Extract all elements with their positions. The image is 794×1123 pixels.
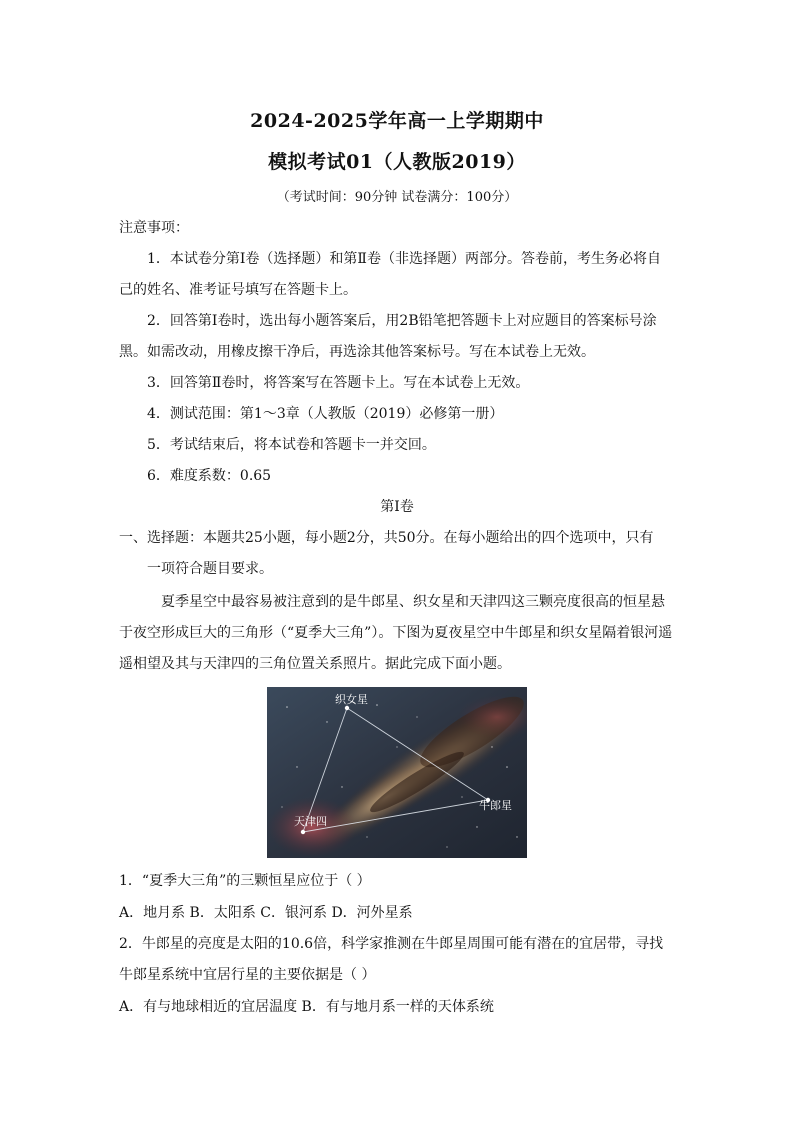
question-1-options: A．地月系 B．太阳系 C．银河系 D．河外星系 — [119, 905, 413, 921]
exam-subtitle: （考试时间：90分钟 试卷满分：100分） — [276, 190, 518, 205]
section-title: 第Ⅰ卷 — [380, 499, 414, 515]
notice-item: 5．考试结束后，将本试卷和答题卡一并交回。 — [147, 437, 436, 453]
question-2-options: A．有与地球相近的宜居温度 B．有与地月系一样的天体系统 — [119, 999, 494, 1015]
passage-line: 于夜空形成巨大的三角形（“夏季大三角”）。下图为夏夜星空中牛郎星和织女星隔着银河遥 — [119, 625, 673, 641]
question-1-stem: 1．“夏季大三角”的三颗恒星应位于（ ） — [119, 873, 371, 889]
section-heading: 一、选择题：本题共25小题，每小题2分，共50分。在每小题给出的四个选项中，只有 — [119, 530, 654, 546]
label-vega: 织女星 — [335, 693, 368, 706]
vega-star — [345, 706, 349, 710]
notice-item: 1．本试卷分第Ⅰ卷（选择题）和第Ⅱ卷（非选择题）两部分。答卷前，考生务必将自 — [147, 251, 661, 267]
notice-heading: 注意事项： — [119, 220, 189, 236]
question-2-stem: 2．牛郎星的亮度是太阳的10.6倍，科学家推测在牛郎星周围可能有潜在的宜居带，寻找 — [119, 936, 664, 952]
notice-item: 4．测试范围：第1～3章（人教版（2019）必修第一册） — [147, 406, 504, 422]
milky-way-image — [267, 687, 527, 858]
question-2-stem: 牛郎星系统中宜居行星的主要依据是（ ） — [119, 967, 376, 983]
passage-line: 遥相望及其与天津四的三角位置关系照片。据此完成下面小题。 — [119, 656, 511, 672]
notice-item: 6．难度系数：0.65 — [147, 468, 272, 484]
passage-line: 夏季星空中最容易被注意到的是牛郎星、织女星和天津四这三颗亮度很高的恒星悬 — [161, 594, 665, 610]
summer-triangle-photo — [267, 687, 527, 858]
notice-item: 己的姓名、准考证号填写在答题卡上。 — [119, 282, 357, 298]
notice-item: 黑。如需改动，用橡皮擦干净后，再选涂其他答案标号。写在本试卷上无效。 — [119, 344, 595, 360]
exam-title-line1: 2024-2025学年高一上学期期中 — [250, 110, 544, 132]
label-altair: 牛郎星 — [479, 799, 512, 812]
notice-item: 3．回答第Ⅱ卷时，将答案写在答题卡上。写在本试卷上无效。 — [147, 375, 530, 391]
label-deneb: 天津四 — [294, 815, 327, 828]
deneb-star — [301, 830, 305, 834]
exam-title-line2: 模拟考试01（人教版2019） — [268, 151, 526, 173]
section-heading: 一项符合题目要求。 — [147, 561, 273, 577]
notice-item: 2．回答第Ⅰ卷时，选出每小题答案后，用2B铅笔把答题卡上对应题目的答案标号涂 — [147, 313, 657, 329]
